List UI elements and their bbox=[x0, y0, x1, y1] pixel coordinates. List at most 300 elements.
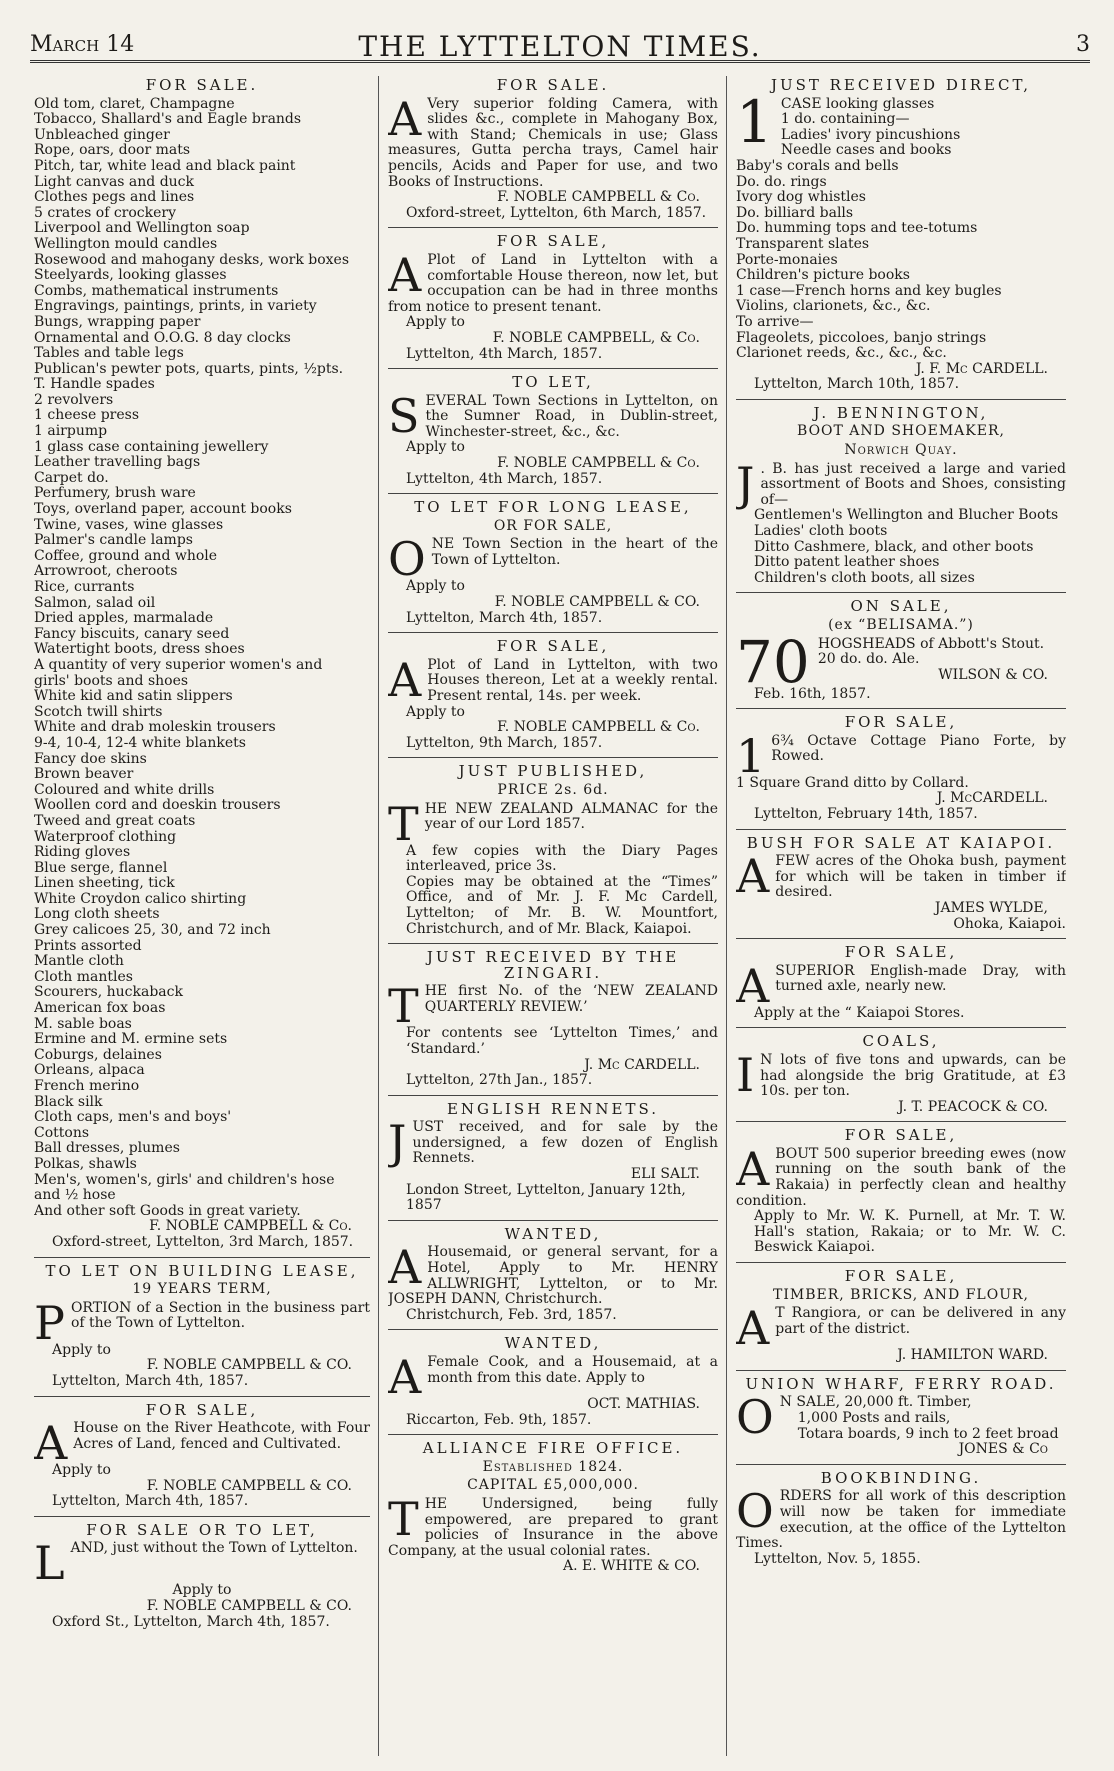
issue-date: March 14 bbox=[30, 32, 135, 57]
advert-separator bbox=[34, 1396, 370, 1397]
advert-on-sale-stout bbox=[736, 599, 1066, 702]
list-item: Riding gloves bbox=[34, 845, 131, 861]
list-item: Gentlemen's Wellington and Blucher Boots bbox=[754, 508, 1059, 524]
advert-house-heathcote bbox=[34, 1400, 370, 1510]
advert-paragraph: For contents see ‘Lyttelton Times,’ and ‘Standard.’ bbox=[406, 1025, 718, 1057]
list-item: CASE looking glasses bbox=[780, 96, 935, 112]
advert-text: House on the River Heathcote, with Four Acres of Land, fenced and Cultivated. bbox=[73, 1420, 370, 1452]
list-item: Old tom, claret, Champagne bbox=[34, 96, 235, 112]
advert-signature: F. NOBLE CAMPBELL & Co. bbox=[149, 1218, 352, 1235]
drop-cap: A bbox=[388, 1240, 422, 1295]
drop-cap: A bbox=[388, 247, 422, 302]
list-item: 1 do. containing— bbox=[780, 112, 910, 128]
advert-heading: JUST RECEIVED DIRECT, bbox=[770, 76, 1032, 94]
advert-text: . B. has just received a large and varied assortment of Boots and Shoes, consisting of— bbox=[760, 460, 1066, 508]
advert-body bbox=[388, 1115, 718, 1170]
drop-cap: T bbox=[388, 979, 419, 1034]
drop-cap: A bbox=[34, 1416, 68, 1471]
advert-text: SUPERIOR English-made Dray, with turned axle, nearly new. bbox=[775, 962, 1066, 995]
advert-paragraph: A few copies with the Diary Pages interleaved, price 3s. bbox=[406, 842, 718, 875]
list-item: 1 case—French horns and key bugles bbox=[736, 283, 1002, 299]
list-item: Ball dresses, plumes bbox=[34, 1141, 180, 1157]
advert-date: Lyttelton, March 4th, 1857. bbox=[52, 1372, 249, 1389]
advert-dray bbox=[736, 945, 1066, 1021]
list-item: Ornamental and O.O.G. 8 day clocks bbox=[34, 330, 291, 346]
advert-body bbox=[388, 247, 718, 315]
list-item: Woollen cord and doeskin trousers bbox=[34, 798, 281, 814]
list-item: Unbleached ginger bbox=[34, 127, 170, 143]
list-item: Transparent slates bbox=[736, 236, 870, 252]
advert-paragraph: Apply to Mr. W. K. Purnell, at Mr. T. W. Hall's station, Rakaia; or to Mr. W. C. Beswick Kaiapoi. bbox=[754, 1208, 1066, 1256]
drop-cap: A bbox=[388, 1350, 422, 1404]
advert-text: Very superior folding Camera, with slides &c., complete in Mahogany Box, with Stand; Chemicals in use; Glass measures, Gutta percha trays, Camel hair pencils, Acids and Paper for use, and two Books of Instructions. bbox=[388, 95, 718, 190]
drop-cap: I bbox=[736, 1047, 755, 1102]
advert-date: Lyttelton, March 10th, 1857. bbox=[754, 376, 960, 393]
drop-cap: A bbox=[736, 849, 770, 904]
list-item: Publican's pewter pots, quarts, pints, ½pts. bbox=[34, 361, 344, 377]
list-item: Totara boards, 9 inch to 2 feet broad bbox=[797, 1426, 1059, 1442]
apply-to: Apply to bbox=[172, 1582, 232, 1599]
advert-signature: ELI SALT. bbox=[630, 1166, 700, 1183]
advert-date: Lyttelton, 4th March, 1857. bbox=[406, 470, 603, 487]
advert-separator bbox=[34, 1257, 370, 1258]
advert-body bbox=[388, 1240, 718, 1308]
apply-to: Apply to bbox=[52, 1462, 111, 1479]
list-item: 2 revolvers bbox=[34, 392, 114, 408]
advert-plot-two-houses bbox=[388, 639, 718, 751]
apply-to: Apply to bbox=[52, 1341, 111, 1358]
advert-separator bbox=[388, 1329, 718, 1330]
advert-separator bbox=[736, 708, 1066, 709]
list-item: Scotch twill shirts bbox=[34, 704, 163, 720]
advert-body bbox=[388, 91, 718, 191]
apply-to: Apply to bbox=[406, 703, 465, 720]
list-item: Engravings, paintings, prints, in variety bbox=[34, 299, 317, 315]
list-item: Porte-monaies bbox=[736, 252, 838, 268]
advert-text: ORTION of a Section in the business part of the Town of Lyttelton. bbox=[70, 1299, 370, 1332]
advert-separator bbox=[34, 1516, 370, 1517]
drop-cap: 70 bbox=[736, 627, 810, 696]
list-item: Wellington mould candles bbox=[34, 236, 218, 252]
advert-body bbox=[388, 652, 718, 707]
advert-signature: J. F. Mc CARDELL. bbox=[915, 360, 1048, 377]
advert-date: Lyttelton, March 4th, 1857. bbox=[406, 609, 603, 626]
newspaper-title: THE LYTTELTON TIMES. bbox=[358, 30, 762, 63]
list-item: Rice, currants bbox=[34, 580, 135, 595]
advert-signature: J. Mc CARDELL. bbox=[584, 1056, 700, 1073]
advert-subheading: CAPITAL £5,000,000. bbox=[467, 1477, 639, 1494]
advert-date: Riccarton, Feb. 9th, 1857. bbox=[406, 1411, 592, 1428]
advert-separator bbox=[736, 1464, 1066, 1465]
list-item: Pitch, tar, white lead and black paint bbox=[34, 158, 296, 174]
advert-date: Christchurch, Feb. 3rd, 1857. bbox=[406, 1306, 617, 1323]
list-item: Rosewood and mahogany desks, work boxes bbox=[34, 252, 350, 268]
goods-list bbox=[736, 1411, 1066, 1442]
advert-quarterly-review bbox=[388, 950, 718, 1089]
advert-separator bbox=[736, 1262, 1066, 1263]
advert-heading: FOR SALE, bbox=[844, 943, 958, 962]
advert-signature: JAMES WYLDE, bbox=[934, 899, 1048, 916]
advert-heading: FOR SALE, bbox=[844, 1267, 958, 1286]
list-item: Men's, women's, girls' and children's hose bbox=[34, 1172, 335, 1188]
advert-date: Feb. 16th, 1857. bbox=[754, 685, 871, 702]
list-item: girls' boots and shoes bbox=[34, 673, 189, 689]
advert-body bbox=[736, 1141, 1066, 1209]
column-3 bbox=[736, 76, 1066, 1756]
advert-heading: TO LET ON BUILDING LEASE, bbox=[45, 1261, 359, 1280]
list-item: Cottons bbox=[34, 1125, 90, 1141]
advert-separator bbox=[736, 1027, 1066, 1028]
advert-text: AND, just without the Town of Lyttelton. bbox=[70, 1540, 358, 1557]
advert-subheading: (ex “BELISAMA.”) bbox=[828, 617, 974, 633]
advert-body bbox=[388, 979, 718, 1034]
column-divider bbox=[378, 76, 379, 1756]
advert-signature: F. NOBLE CAMPBELL & CO. bbox=[146, 1357, 352, 1374]
advert-subheading: OR FOR SALE, bbox=[493, 517, 613, 534]
list-item: 5 crates of crockery bbox=[34, 205, 177, 221]
list-item: White kid and satin slippers bbox=[34, 689, 233, 705]
drop-cap: L bbox=[34, 1536, 65, 1591]
advert-text: Plot of Land in Lyttelton, with two Houses thereon, Let at a weekly rental. Present rental, 14s. per week. bbox=[427, 656, 718, 704]
list-item: Black silk bbox=[34, 1094, 103, 1110]
drop-cap: A bbox=[388, 91, 422, 146]
advert-signature: F. NOBLE CAMPBELL & Co. bbox=[497, 719, 700, 736]
apply-to: Apply to bbox=[406, 314, 465, 331]
list-item: Liverpool and Wellington soap bbox=[34, 221, 250, 237]
list-item: Do. humming tops and tee-totums bbox=[736, 221, 978, 237]
advert-bush-kaiapoi bbox=[736, 833, 1066, 933]
list-item: M. sable boas bbox=[34, 1016, 132, 1032]
advert-heading: COALS, bbox=[862, 1032, 940, 1051]
advert-heading: FOR SALE OR TO LET, bbox=[86, 1520, 318, 1539]
goods-list bbox=[34, 97, 370, 1220]
advert-separator bbox=[388, 1434, 718, 1435]
list-item: Orleans, alpaca bbox=[34, 1063, 145, 1079]
list-item: Waterproof clothing bbox=[34, 829, 177, 845]
list-item: Watertight boots, dress shoes bbox=[34, 642, 245, 658]
list-item: Perfumery, brush ware bbox=[34, 486, 196, 502]
advert-heading: FOR SALE, bbox=[844, 1126, 958, 1145]
advert-rennets bbox=[388, 1099, 718, 1214]
advert-text: N lots of five tons and upwards, can be had alongside the brig Gratitude, at £3 10s. per ton. bbox=[760, 1051, 1066, 1100]
advert-signature: A. E. WHITE & CO. bbox=[563, 1558, 700, 1575]
list-item: Cloth mantles bbox=[34, 969, 133, 985]
advert-text: HE NEW ZEALAND ALMANAC for the year of our Lord 1857. bbox=[424, 800, 718, 833]
list-item: Fancy doe skins bbox=[34, 751, 147, 767]
advert-body bbox=[388, 1491, 718, 1559]
advert-timber-bricks-flour bbox=[736, 1269, 1066, 1364]
drop-cap: O bbox=[736, 1390, 774, 1445]
list-item: Blue serge, flannel bbox=[34, 860, 168, 876]
list-item: Polkas, shawls bbox=[34, 1156, 137, 1172]
list-item: Grey calicoes 25, 30, and 72 inch bbox=[34, 923, 271, 939]
list-item: 1 airpump bbox=[34, 424, 108, 440]
list-item: And other soft Goods in great variety. bbox=[34, 1203, 301, 1219]
list-item: Tobacco, Shallard's and Eagle brands bbox=[34, 112, 302, 128]
advert-heading: UNION WHARF, FERRY ROAD. bbox=[745, 1374, 1057, 1393]
advert-heading: FOR SALE, bbox=[496, 637, 610, 656]
drop-cap: J bbox=[736, 456, 755, 511]
advert-text: Plot of Land in Lyttelton with a comfortable House thereon, now let, but occupation can be had in three months from notice to present tenant. bbox=[388, 251, 718, 315]
advert-wanted-cook bbox=[388, 1336, 718, 1428]
drop-cap: A bbox=[736, 1141, 770, 1196]
advert-ewes bbox=[736, 1128, 1066, 1256]
drop-cap: T bbox=[388, 1491, 419, 1546]
drop-cap: S bbox=[388, 388, 420, 443]
advert-body bbox=[388, 796, 718, 851]
advert-paragraph: Apply at the “ Kaiapoi Stores. bbox=[754, 1004, 965, 1021]
list-item: Tables and table legs bbox=[34, 346, 184, 362]
advert-signature: F. NOBLE CAMPBELL & CO. bbox=[494, 594, 700, 611]
list-item: Needle cases and books bbox=[780, 143, 952, 159]
drop-cap: O bbox=[736, 1484, 774, 1539]
list-item: Do. do. rings bbox=[736, 174, 827, 190]
advert-heading: BOOKBINDING. bbox=[820, 1468, 982, 1487]
advert-coals bbox=[736, 1034, 1066, 1115]
drop-cap: 1 bbox=[736, 87, 773, 156]
advert-separator bbox=[388, 1220, 718, 1221]
column-1 bbox=[34, 76, 370, 1756]
advert-signature: J. McCARDELL. bbox=[936, 790, 1048, 807]
list-item: 9-4, 10-4, 12-4 white blankets bbox=[34, 735, 246, 751]
advert-body bbox=[736, 456, 1066, 511]
advert-text: RDERS for all work of this description will now be taken for immediate execution, at the office of the Lyttelton Times. bbox=[736, 1488, 1066, 1552]
list-item: 1 glass case containing jewellery bbox=[34, 439, 269, 455]
list-item: Bungs, wrapping paper bbox=[34, 314, 201, 330]
drop-cap: T bbox=[388, 796, 419, 851]
list-item: Coburgs, delaines bbox=[34, 1047, 162, 1063]
list-item: Baby's corals and bells bbox=[736, 158, 899, 174]
advert-text: UST received, and for sale by the undersigned, a few dozen of English Rennets. bbox=[412, 1119, 718, 1167]
advert-body bbox=[736, 1484, 1066, 1552]
list-item: American fox boas bbox=[34, 1001, 166, 1017]
column-divider bbox=[726, 76, 727, 1756]
advert-piano bbox=[736, 715, 1066, 822]
advert-heading: JUST RECEIVED BY THE ZINGARI. bbox=[426, 948, 680, 982]
advert-separator bbox=[388, 368, 718, 369]
advert-separator bbox=[388, 1095, 718, 1096]
advert-wanted-housemaid bbox=[388, 1224, 718, 1324]
list-item: Clothes pegs and lines bbox=[34, 190, 195, 206]
advert-signature: J. T. PEACOCK & CO. bbox=[898, 1098, 1048, 1115]
list-item: White and drab moleskin trousers bbox=[34, 720, 276, 736]
advert-long-lease bbox=[388, 500, 718, 626]
advert-heading: J. BENNINGTON, bbox=[813, 403, 989, 422]
advert-signature: F. NOBLE CAMPBELL & CO. bbox=[146, 1477, 352, 1494]
advert-date: Lyttelton, March 4th, 1857. bbox=[52, 1493, 249, 1510]
advert-just-received-direct bbox=[736, 78, 1066, 393]
drop-cap: O bbox=[388, 532, 426, 587]
advert-date: Lyttelton, 4th March, 1857. bbox=[406, 345, 603, 362]
advert-heading: FOR SALE. bbox=[145, 76, 259, 94]
list-item: Ladies' cloth boots bbox=[754, 524, 888, 540]
list-item: Mantle cloth bbox=[34, 954, 124, 970]
advert-location: Ohoka, Kaiapoi. bbox=[953, 915, 1066, 932]
page-number: 3 bbox=[1076, 32, 1090, 57]
advert-for-sale-goods bbox=[34, 78, 370, 1251]
advert-heading: BUSH FOR SALE AT KAIAPOI. bbox=[746, 833, 1056, 852]
list-item: Dried apples, marmalade bbox=[34, 611, 214, 627]
list-item: Flageolets, piccoloes, banjo strings bbox=[736, 330, 987, 346]
apply-to: Apply to bbox=[406, 578, 465, 595]
advert-signature: F. NOBLE CAMPBELL & Co. bbox=[497, 455, 700, 472]
list-item: Arrowroot, cheroots bbox=[34, 564, 178, 580]
list-item: T. Handle spades bbox=[34, 377, 155, 393]
list-item: and ½ hose bbox=[34, 1188, 116, 1204]
advert-alliance-fire bbox=[388, 1441, 718, 1575]
advert-subheading: PRICE 2s. 6d. bbox=[497, 781, 609, 798]
list-item: Coffee, ground and whole bbox=[34, 548, 218, 564]
drop-cap: A bbox=[736, 1301, 770, 1356]
advert-separator bbox=[736, 938, 1066, 939]
advert-heading: WANTED, bbox=[504, 1224, 602, 1243]
goods-list bbox=[736, 87, 1066, 362]
advert-subheading: BOOT AND SHOEMAKER, bbox=[797, 423, 1005, 440]
advert-subheading: TIMBER, BRICKS, AND FLOUR, bbox=[773, 1286, 1029, 1303]
list-item: Ladies' ivory pincushions bbox=[780, 127, 961, 143]
list-item: Rope, oars, door mats bbox=[34, 143, 191, 159]
advert-plot-with-house bbox=[388, 234, 718, 362]
list-item: Children's cloth boots, all sizes bbox=[754, 570, 975, 586]
advert-bookbinding bbox=[736, 1468, 1066, 1568]
advert-heading: FOR SALE. bbox=[496, 76, 610, 94]
drop-cap: A bbox=[388, 652, 422, 707]
advert-date: London Street, Lyttelton, January 12th, 1857 bbox=[406, 1181, 686, 1214]
advert-separator bbox=[388, 943, 718, 944]
advert-separator bbox=[736, 592, 1066, 593]
advert-date: Oxford-street, Lyttelton, 6th March, 1857. bbox=[406, 204, 707, 221]
advert-heading: FOR SALE, bbox=[496, 232, 610, 251]
list-item: Leather travelling bags bbox=[34, 455, 201, 471]
list-item: Carpet do. bbox=[34, 470, 109, 486]
list-item: Children's picture books bbox=[736, 268, 910, 284]
advert-paragraph: 1 Square Grand ditto by Collard. bbox=[736, 774, 969, 791]
list-item: To arrive— bbox=[736, 314, 814, 330]
advert-heading: FOR SALE, bbox=[844, 713, 958, 732]
drop-cap: 1 bbox=[736, 728, 766, 783]
list-item: Linen sheeting, tick bbox=[34, 876, 175, 892]
list-item: Light canvas and duck bbox=[34, 174, 195, 190]
list-item: HOGSHEADS of Abbott's Stout. bbox=[817, 636, 1045, 652]
list-item: Steelyards, looking glasses bbox=[34, 268, 227, 284]
advert-heading: FOR SALE, bbox=[145, 1400, 259, 1419]
advert-almanac bbox=[388, 764, 718, 937]
advert-heading: ENGLISH RENNETS. bbox=[446, 1099, 660, 1118]
advert-separator bbox=[736, 829, 1066, 830]
list-item: Violins, clarionets, &c., &c. bbox=[736, 299, 931, 315]
list-item: Brown beaver bbox=[34, 767, 134, 783]
masthead bbox=[30, 30, 1090, 63]
advert-text: BOUT 500 superior breeding ewes (now running on the south bank of the Rakaia) in perfectly clean and healthy condition. bbox=[736, 1145, 1066, 1209]
advert-text: N SALE, 20,000 ft. Timber, bbox=[779, 1394, 972, 1411]
list-item: Ditto Cashmere, black, and other boots bbox=[754, 539, 1034, 555]
list-item: Coloured and white drills bbox=[34, 782, 215, 798]
advert-heading: TO LET, bbox=[512, 373, 594, 392]
drop-cap: A bbox=[736, 958, 770, 1013]
advert-date: Lyttelton, February 14th, 1857. bbox=[754, 805, 978, 822]
list-item: Tweed and great coats bbox=[34, 813, 196, 829]
advert-date: Oxford St., Lyttelton, March 4th, 1857. bbox=[52, 1613, 330, 1630]
advert-signature: J. HAMILTON WARD. bbox=[897, 1347, 1048, 1364]
list-item: Ermine and M. ermine sets bbox=[34, 1032, 228, 1048]
list-item: 1 cheese press bbox=[34, 408, 140, 424]
advert-separator bbox=[736, 1121, 1066, 1122]
list-item: Ivory dog whistles bbox=[736, 190, 866, 206]
drop-cap: P bbox=[34, 1295, 65, 1350]
advert-camera bbox=[388, 78, 718, 221]
list-item: Toys, overland paper, account books bbox=[34, 502, 292, 518]
advert-text: HE first No. of the ‘NEW ZEALAND QUARTERLY REVIEW.’ bbox=[424, 983, 718, 1015]
advert-separator bbox=[388, 493, 718, 494]
advert-separator bbox=[388, 632, 718, 633]
advert-paragraph: Copies may be obtained at the “Times” Office, and of Mr. J. F. Mc Cardell, Lyttelton; of Mr. B. W. Mountfort, Christchurch, and of Mr. Black, Kaiapoi. bbox=[406, 873, 718, 937]
advert-separator bbox=[388, 227, 718, 228]
advert-separator bbox=[736, 399, 1066, 400]
list-item: Prints assorted bbox=[34, 938, 142, 954]
list-item: A quantity of very superior women's and bbox=[34, 657, 323, 673]
list-item: Twine, vases, wine glasses bbox=[34, 517, 224, 533]
advert-body bbox=[388, 388, 718, 443]
advert-bennington bbox=[736, 403, 1066, 587]
advert-building-lease bbox=[34, 1261, 370, 1390]
list-item: White Croydon calico shirting bbox=[34, 891, 247, 907]
advert-body bbox=[736, 1047, 1066, 1102]
list-item: Ditto patent leather shoes bbox=[754, 555, 940, 571]
advert-separator bbox=[388, 757, 718, 758]
advert-text: Housemaid, or general servant, for a Hotel, Apply to Mr. HENRY ALLWRIGHT, Lyttelton, or to Mr. JOSEPH DANN, Christchurch. bbox=[388, 1244, 718, 1308]
list-item: Salmon, salad oil bbox=[34, 595, 156, 611]
advert-date: Lyttelton, Nov. 5, 1855. bbox=[754, 1550, 921, 1567]
advert-text: EVERAL Town Sections in Lyttelton, on the Sumner Road, in Dublin-street, Winchester-street, &c., &c. bbox=[425, 392, 718, 440]
advert-heading: ON SALE, bbox=[850, 597, 952, 616]
list-item: Do. billiard balls bbox=[736, 205, 854, 221]
list-item: Combs, mathematical instruments bbox=[34, 283, 279, 299]
list-item: Cloth caps, men's and boys' bbox=[34, 1110, 232, 1126]
advert-date: Lyttelton, 9th March, 1857. bbox=[406, 734, 603, 751]
list-item: French merino bbox=[34, 1079, 140, 1094]
advert-signature: OCT. MATHIAS. bbox=[587, 1396, 700, 1412]
column-2 bbox=[388, 76, 718, 1756]
advert-signature: F. NOBLE CAMPBELL & Co. bbox=[497, 189, 700, 206]
list-item: Long cloth sheets bbox=[34, 907, 160, 923]
goods-list bbox=[736, 508, 1066, 586]
advert-body bbox=[736, 849, 1066, 904]
advert-date: Lyttelton, 27th Jan., 1857. bbox=[406, 1072, 593, 1089]
list-item: Fancy biscuits, canary seed bbox=[34, 626, 230, 642]
advert-subheading: Established 1824. bbox=[482, 1458, 624, 1475]
advert-signature: F. NOBLE CAMPBELL & CO. bbox=[146, 1598, 352, 1615]
advert-separator bbox=[736, 1370, 1066, 1371]
advert-date: Oxford-street, Lyttelton, 3rd March, 1857. bbox=[52, 1233, 354, 1250]
advert-text: T Rangiora, or can be delivered in any part of the district. bbox=[775, 1305, 1066, 1337]
advert-signature: JONES & Co bbox=[958, 1441, 1048, 1458]
advert-text: HE Undersigned, being fully empowered, are prepared to grant policies of Insurance in the above Company, at the usual colonial rates. bbox=[388, 1495, 718, 1559]
advert-subheading: 19 YEARS TERM, bbox=[132, 1281, 272, 1298]
advert-text: 6¾ Octave Cottage Piano Forte, by Rowed. bbox=[771, 732, 1066, 765]
advert-heading: TO LET FOR LONG LEASE, bbox=[414, 498, 692, 517]
list-item: Clarionet reeds, &c., &c., &c. bbox=[736, 346, 947, 362]
drop-cap: J bbox=[388, 1115, 407, 1170]
apply-to: Apply to bbox=[406, 439, 465, 456]
advert-land-sale-or-let bbox=[34, 1520, 370, 1630]
advert-subheading: Norwich Quay. bbox=[844, 442, 958, 459]
advert-heading: JUST PUBLISHED, bbox=[458, 762, 648, 781]
advert-text: Female Cook, and a Housemaid, at a month from this date. Apply to bbox=[427, 1354, 718, 1386]
advert-heading: ALLIANCE FIRE OFFICE. bbox=[422, 1439, 684, 1458]
advert-to-let-sections bbox=[388, 375, 718, 487]
list-item: 20 do. do. Ale. bbox=[817, 652, 920, 668]
advert-text: NE Town Section in the heart of the Town of Lyttelton. bbox=[431, 536, 718, 569]
